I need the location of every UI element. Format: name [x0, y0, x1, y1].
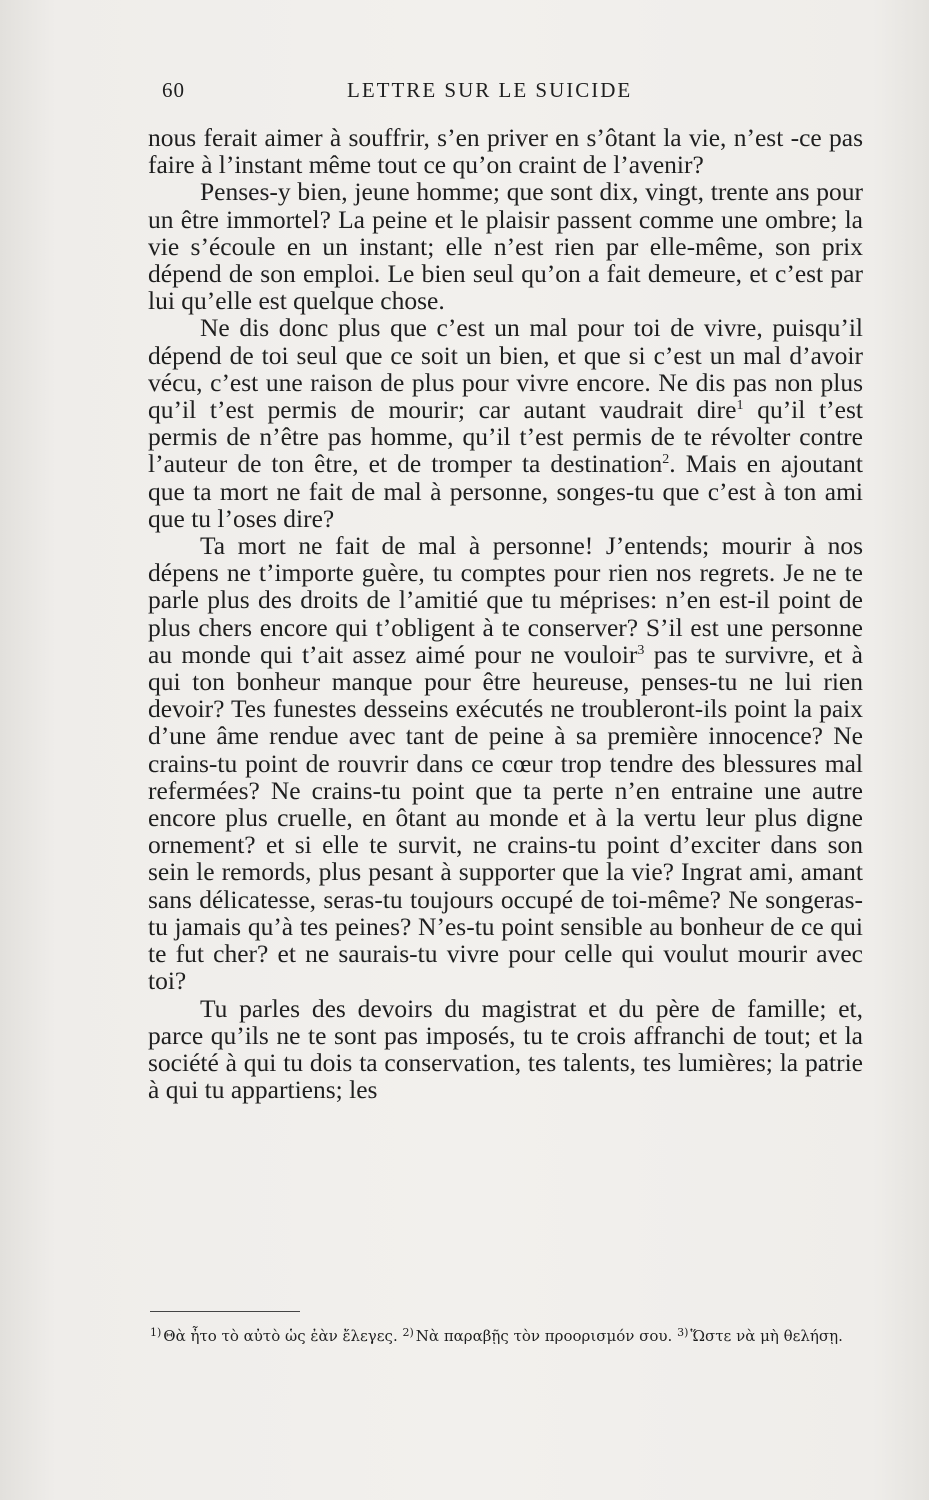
footnote-text: Νὰ παραβῇς τὸν προορισμόν σου. — [415, 1327, 673, 1345]
footnote-reference[interactable]: 3 — [637, 642, 645, 658]
footnote-reference[interactable]: 2 — [662, 452, 670, 468]
footnote — [403, 1327, 673, 1345]
paragraph — [148, 995, 863, 1104]
footnote-mark: 2) — [402, 1326, 414, 1339]
footnote-text: Ὥστε νὰ μὴ θελήσῃ. — [690, 1327, 843, 1345]
paragraph-text: Penses-y bien, jeune homme; que sont dix, vingt, trente ans pour un être immortel? La peine et le plaisir passent comme une ombre; la vie s’écoule en un instant; elle n’est rien par elle-même, son prix dépend de son emploi. Le bien seul qu’on a fait demeure, et c’est par lui qu’elle est quelque chose. — [148, 177, 863, 316]
footnote — [150, 1327, 398, 1345]
paragraph — [148, 532, 863, 994]
footnote-separator — [150, 1311, 300, 1312]
footnote-text: Θὰ ἦτο τὸ αὐτὸ ὡς ἐὰν ἔλεγες. — [163, 1327, 398, 1345]
paragraph — [148, 178, 863, 314]
paragraph-text: Ta mort ne fait de mal à personne! J’entends; mourir à nos dépens ne t’importe guère, tu comptes pour rien nos regrets. Je ne te parle plus des droits de l’amitié que tu méprises: n’en est-il point de plus chers encore qui t’obligent à te conserver? S’il est une personne au monde qui t’ait assez aimé pour ne vouloir — [148, 531, 863, 669]
paragraph-text: qu’il t’est permis de n’être pas homme, qu’il t’est permis de te révolter contre l’auteur de ton être, et de tromper ta destination — [148, 395, 863, 479]
paragraph-text: Ne dis donc plus que c’est un mal pour toi de vivre, puisqu’il dépend de toi seul que ce soit un bien, et que si c’est un mal d’avoir vécu, c’est une raison de plus pour vivre encore. Ne dis pas non plus qu’il t’est permis de mourir; car autant vaudrait dire — [148, 313, 863, 425]
running-head — [162, 78, 862, 108]
footnote — [677, 1327, 843, 1345]
paragraph — [148, 124, 863, 178]
paragraph-text: pas te survivre, et à qui ton bonheur manque pour être heureuse, penses-tu ne lui rien devoir? Tes funestes desseins exécutés ne troubleront-ils point la paix d’une âme rendue avec tant de peine à sa première innocence? Ne crains-tu point de rouvrir dans ce cœur trop tendre des blessures mal refermées? Ne crains-tu point que ta perte n’en entraine une autre encore plus cruelle, en ôtant au monde et à la vertu leur plus digne ornement? et si elle te survit, ne crains-tu point d’exciter dans son sein le remords, plus pesant à supporter que la vie? Ingrat ami, amant sans délicatesse, seras-tu toujours occupé de toi-même? Ne songeras-tu jamais qu’à tes peines? N’es-tu point sensible au bonheur de ce qui te fut cher? et ne saurais-tu vivre pour celle qui voulut mourir avec toi? — [148, 639, 863, 996]
footnotes — [150, 1322, 862, 1347]
paragraph-text: . Mais en ajoutant que ta mort ne fait de mal à personne, songes-tu que c’est à ton ami que tu l’oses dire? — [148, 449, 863, 533]
body-text — [148, 124, 863, 1103]
footnote-reference[interactable]: 1 — [736, 398, 744, 414]
paragraph-text: Tu parles des devoirs du magistrat et du père de famille; et, parce qu’ils ne te sont pas imposés, tu te crois affranchi de tout; et la société à qui tu dois ta conservation, tes talents, tes lumières; la patrie à qui tu appartiens; les — [148, 993, 863, 1105]
footnote-mark: 1) — [150, 1326, 162, 1339]
footnote-mark: 3) — [677, 1326, 689, 1339]
page-title: LETTRE SUR LE SUICIDE — [347, 78, 633, 102]
paragraph — [148, 314, 863, 532]
page-number: 60 — [162, 78, 185, 102]
paragraph-text: nous ferait aimer à souffrir, s’en priver en s’ôtant la vie, n’est -ce pas faire à l’instant même tout ce qu’on craint de l’avenir? — [148, 123, 863, 180]
